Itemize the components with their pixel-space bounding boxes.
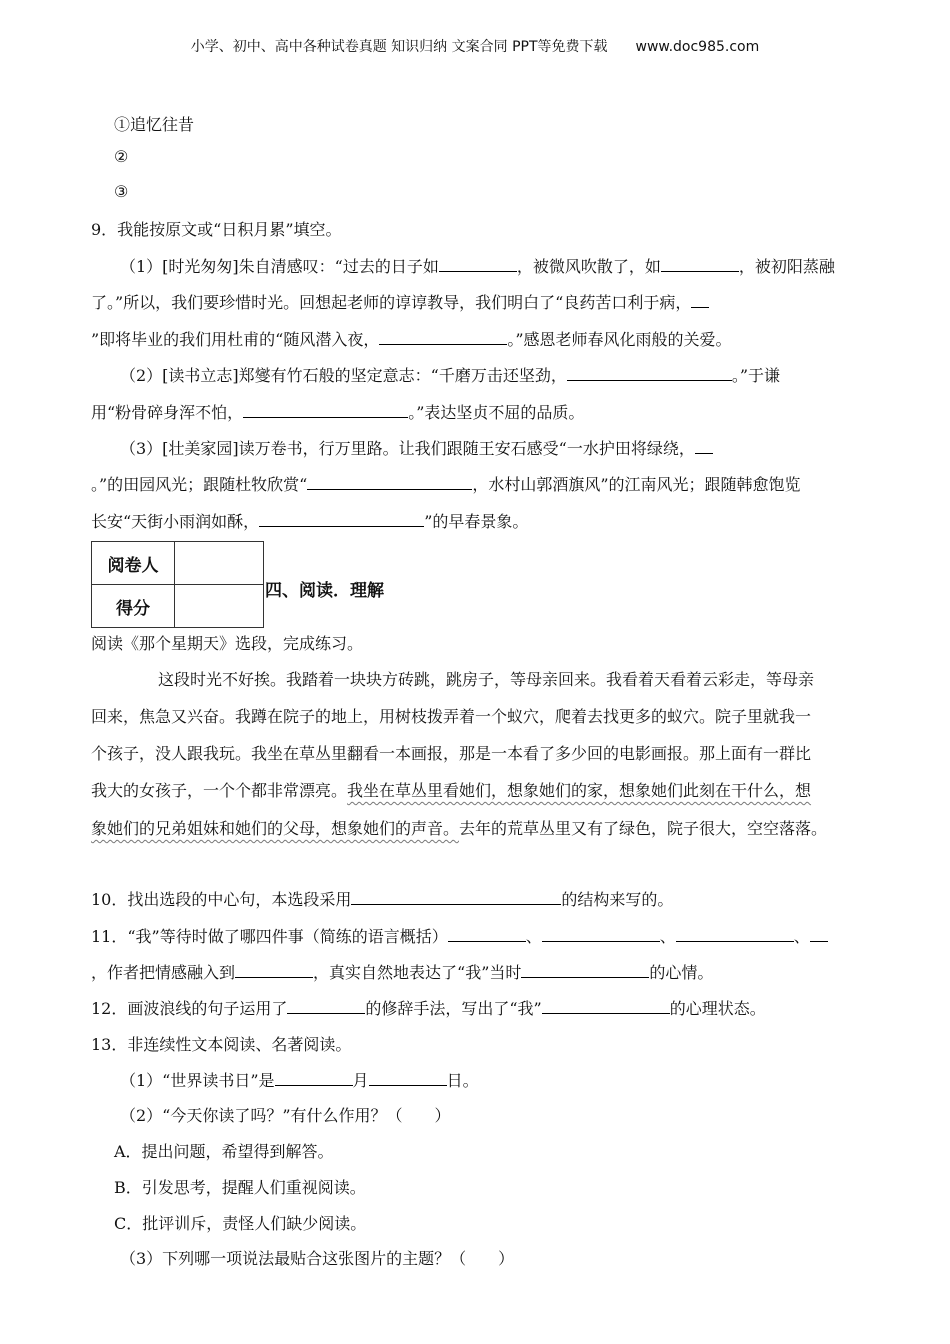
score-box — [91, 541, 264, 628]
answer-blank[interactable] — [448, 924, 526, 942]
list-item: ② — [114, 147, 129, 166]
answer-blank[interactable] — [307, 472, 472, 490]
reviewer-label: 阅卷人 — [92, 542, 175, 585]
header-text: 小学、初中、高中各种试卷真题 知识归纳 文案合同 PPT等免费下载 — [190, 39, 608, 55]
wavy-sentence: 我坐在草丛里看她们，想象她们的家，想象她们此刻在干什么，想 — [347, 781, 812, 800]
list-item: ③ — [114, 182, 129, 201]
q10-line: 10．找出选段的中心句，本选段采用 的结构来写的。 — [91, 887, 673, 910]
q11-line: 11．“我”等待时做了哪四件事（简练的语言概括） 、 、 、 — [91, 924, 828, 947]
reviewer-cell[interactable] — [175, 542, 264, 585]
score-cell[interactable] — [175, 585, 264, 628]
q9-line: 用“粉骨碎身浑不怕， 。”表达坚贞不屈的品质。 — [91, 400, 584, 423]
q9-line: （1）[时光匆匆]朱自清感叹：“过去的日子如 ，被微风吹散了，如 ，被初阳蒸融 — [120, 254, 835, 277]
passage-line: 回来，焦急又兴奋。我蹲在院子的地上，用树枝拨弄着一个蚁穴，爬着去找更多的蚁穴。院子里就我一 — [91, 707, 812, 726]
passage-line: 这段时光不好挨。我踏着一块块方砖跳，跳房子，等母亲回来。我看着天看着云彩走，等母亲 — [158, 670, 815, 689]
answer-blank[interactable] — [369, 1068, 447, 1086]
answer-blank[interactable] — [379, 327, 507, 345]
answer-blank[interactable] — [542, 996, 670, 1014]
answer-blank[interactable] — [259, 509, 424, 527]
answer-blank[interactable] — [275, 1068, 353, 1086]
answer-blank[interactable] — [691, 290, 709, 308]
passage-line: 个孩子，没人跟我玩。我坐在草丛里翻看一本画报，那是一本看了多少回的电影画报。那上面有一群比 — [91, 744, 812, 763]
q11-line: ，作者把情感融入到 ，真实自然地表达了“我”当时 的心情。 — [91, 960, 713, 983]
answer-blank[interactable] — [810, 924, 828, 942]
q13-title: 13．非连续性文本阅读、名著阅读。 — [91, 1035, 352, 1054]
option-b[interactable]: B．引发思考，提醒人们重视阅读。 — [114, 1178, 366, 1197]
header-url[interactable]: www.doc985.com — [635, 39, 760, 55]
passage-line: 象她们的兄弟姐妹和她们的父母，想象她们的声音。去年的荒草丛里又有了绿色，院子很大，空空落落。 — [91, 819, 828, 838]
answer-blank[interactable] — [567, 363, 732, 381]
list-item: ①追忆往昔 — [114, 115, 195, 134]
q9-line: 长安“天街小雨润如酥， ”的早春景象。 — [91, 509, 528, 532]
wavy-sentence: 象她们的兄弟姐妹和她们的父母，想象她们的声音。 — [91, 819, 460, 838]
q13-line: （3）下列哪一项说法最贴合这张图片的主题？（ ） — [120, 1249, 515, 1268]
reading-intro: 阅读《那个星期天》选段，完成练习。 — [91, 634, 364, 653]
answer-blank[interactable] — [351, 887, 561, 905]
answer-blank[interactable] — [695, 436, 713, 454]
score-label: 得分 — [92, 585, 175, 628]
answer-blank[interactable] — [243, 400, 408, 418]
page-header — [0, 36, 950, 56]
section-title: 四、阅读．理解 — [265, 581, 384, 601]
option-c[interactable]: C．批评训斥，责怪人们缺少阅读。 — [114, 1214, 367, 1233]
q12-line: 12．画波浪线的句子运用了 的修辞手法，写出了“我” 的心理状态。 — [91, 996, 766, 1019]
q9-line: 。”的田园风光；跟随杜牧欣赏“ ，水村山郭酒旗风”的江南风光；跟随韩愈饱览 — [91, 472, 801, 495]
answer-blank[interactable] — [542, 924, 660, 942]
answer-blank[interactable] — [661, 254, 739, 272]
q9-title: 9．我能按原文或“日积月累”填空。 — [91, 220, 342, 239]
answer-blank[interactable] — [676, 924, 794, 942]
answer-blank[interactable] — [235, 960, 313, 978]
q9-line: 了。”所以，我们要珍惜时光。回想起老师的谆谆教导，我们明白了“良药苦口利于病， — [91, 290, 709, 313]
answer-blank[interactable] — [521, 960, 649, 978]
q9-line: （3）[壮美家园]读万卷书，行万里路。让我们跟随王安石感受“一水护田将绿绕， — [120, 436, 713, 459]
q9-line: ”即将毕业的我们用杜甫的“随风潜入夜， 。”感恩老师春风化雨般的关爱。 — [91, 327, 732, 350]
passage-line: 我大的女孩子，一个个都非常漂亮。我坐在草丛里看她们，想象她们的家，想象她们此刻在干什么，想 — [91, 781, 812, 800]
answer-blank[interactable] — [287, 996, 365, 1014]
answer-blank[interactable] — [439, 254, 517, 272]
q13-line: （1）“世界读书日”是 月 日。 — [120, 1068, 479, 1091]
option-a[interactable]: A．提出问题，希望得到解答。 — [114, 1142, 334, 1161]
q13-line: （2）“今天你读了吗？”有什么作用？（ ） — [120, 1106, 451, 1125]
q9-line: （2）[读书立志]郑燮有竹石般的坚定意志：“千磨万击还坚劲， 。”于谦 — [120, 363, 780, 386]
